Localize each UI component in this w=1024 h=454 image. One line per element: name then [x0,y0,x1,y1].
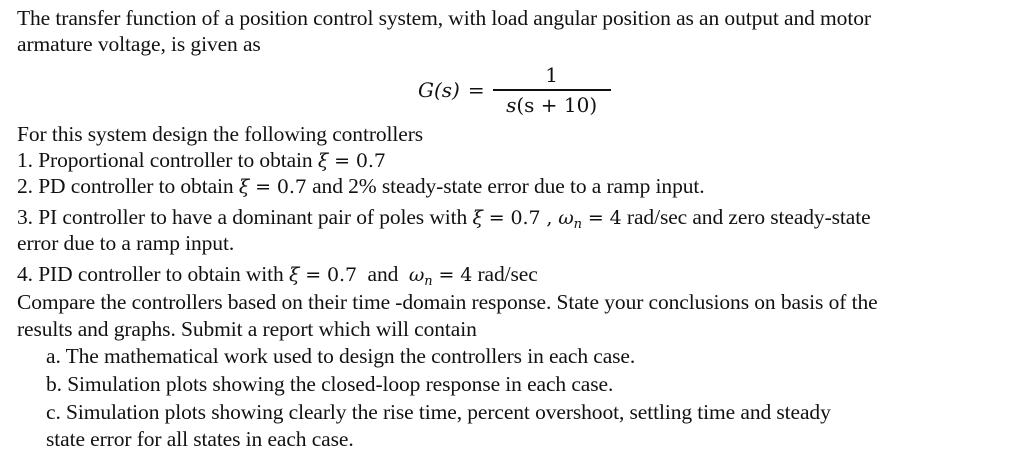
xi-symbol: ξ [472,207,483,229]
compare-line-2: results and graphs. Submit a report which will contain [17,317,477,341]
xi-value: = 0.7 , [482,207,559,229]
equation-fraction [493,63,611,116]
compare-line-1: Compare the controllers based on their time -domain response. State your conclusions on basis of the [17,290,878,314]
item-3-rest: rad/sec and zero steady-state [621,205,871,229]
design-heading: For this system design the following controllers [17,122,424,146]
omega-symbol: ω [408,264,425,286]
transfer-function-equation [418,58,611,122]
intro-line-2: armature voltage, is given as [17,32,261,56]
equation-lhs: G(s) [418,78,460,102]
xi-value: = 0.7 [328,150,386,172]
xi-symbol: ξ [288,264,300,286]
omega-value: = 4 [432,264,473,286]
xi-symbol: ξ [317,150,329,172]
item-2-text: 2. PD controller to obtain [17,174,239,198]
report-item-c-continuation: state error for all states in each case. [46,427,354,451]
item-1-text: 1. Proportional controller to obtain [17,148,318,172]
omega-symbol: ω [558,207,574,229]
equation-equals: = [467,78,485,102]
omega-value: = 4 [581,207,622,229]
omega-subscript: n [573,217,582,232]
equation-numerator: 1 [545,63,558,88]
report-item-a: a. The mathematical work used to design the controllers in each case. [46,344,636,368]
item-4-rest: rad/sec [472,262,538,286]
report-item-c: c. Simulation plots showing clearly the rise time, percent overshoot, settling time and steady [46,400,831,424]
item-2-rest: and 2% steady-state error due to a ramp input. [306,174,705,198]
item-4-mid: and [356,262,409,286]
report-item-b: b. Simulation plots showing the closed-loop response in each case. [46,372,614,396]
omega-subscript: n [424,274,433,289]
item-4-text: 4. PID controller to obtain with [17,262,289,286]
denominator-s: s [506,92,517,117]
xi-symbol: ξ [238,176,250,198]
intro-line-1: The transfer function of a position control system, with load angular position as an output and motor [17,6,871,30]
xi-value: = 0.7 [249,176,307,198]
item-2 [17,174,705,199]
equation-denominator [506,91,597,117]
xi-value: = 0.7 [299,264,357,286]
denominator-rest: (s + 10) [516,92,598,117]
item-3-text: 3. PI controller to have a dominant pair of poles with [17,205,473,229]
item-1 [17,148,386,173]
item-3-continuation: error due to a ramp input. [17,231,235,255]
